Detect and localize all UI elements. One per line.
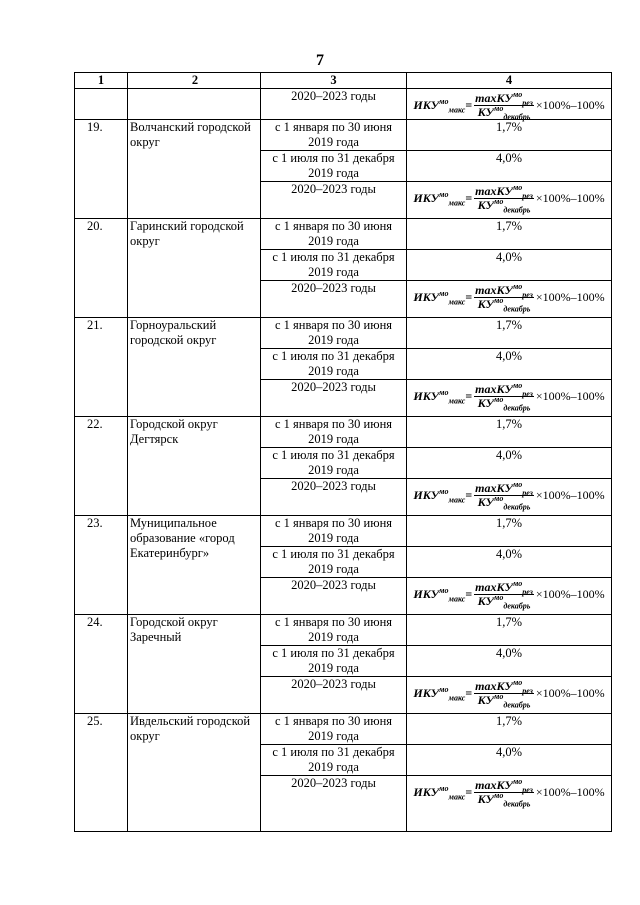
period-cell: 2020–2023 годы	[261, 776, 407, 832]
period-cell: 2020–2023 годы	[261, 281, 407, 318]
municipality-cell: Волчанский городской округ	[128, 120, 261, 219]
index-formula-cell	[407, 89, 612, 120]
formula-lhs: $ИКУ^{мо}_{макс}$	[413, 685, 466, 703]
index-value-cell: 1,7%	[407, 615, 612, 646]
row-number-cell: 20.	[75, 219, 128, 318]
header-col-3: 3	[261, 73, 407, 89]
formula-lhs: $ИКУ^{мо}_{макс}$	[413, 586, 466, 604]
index-formula: $ИКУ^{мо}_{макс}$ = $\frac{\max КУ^{мо}_{рез}}{КУ^{мо}_{декабрь}}$ ×100%–100%	[413, 90, 605, 122]
index-formula: $ИКУ^{мо}_{макс}$ = $\frac{\max КУ^{мо}_{рез}}{КУ^{мо}_{декабрь}}$ ×100%–100%	[413, 579, 605, 611]
period-cell: с 1 июля по 31 декабря 2019 года	[261, 349, 407, 380]
row-number-cell: 23.	[75, 516, 128, 615]
index-value-cell: 4,0%	[407, 250, 612, 281]
index-formula: $ИКУ^{мо}_{макс}$ = $\frac{\max КУ^{мо}_{рез}}{КУ^{мо}_{декабрь}}$ ×100%–100%	[413, 777, 605, 809]
index-value-cell: 4,0%	[407, 151, 612, 182]
period-cell: с 1 июля по 31 декабря 2019 года	[261, 646, 407, 677]
municipality-cell: Муниципальное образование «город Екатеринбург»	[128, 516, 261, 615]
row-number-cell: 25.	[75, 714, 128, 832]
table-row	[75, 615, 612, 646]
period-cell: с 1 января по 30 июня 2019 года	[261, 516, 407, 547]
index-formula: $ИКУ^{мо}_{макс}$ = $\frac{\max КУ^{мо}_{рез}}{КУ^{мо}_{декабрь}}$ ×100%–100%	[413, 183, 605, 215]
index-value-cell: 4,0%	[407, 547, 612, 578]
period-cell: 2020–2023 годы	[261, 89, 407, 120]
header-col-4: 4	[407, 73, 612, 89]
index-value-cell: 4,0%	[407, 745, 612, 776]
formula-lhs: $ИКУ^{мо}_{макс}$	[413, 289, 466, 307]
table-header-row	[75, 73, 612, 89]
header-col-2: 2	[128, 73, 261, 89]
table-row	[75, 417, 612, 448]
table-row	[75, 714, 612, 745]
page-number: 7	[316, 52, 324, 69]
row-number-cell: 19.	[75, 120, 128, 219]
formula-fraction: $\frac{\max КУ^{мо}_{рез}}{КУ^{мо}_{декабрь}}$	[475, 282, 533, 314]
formula-lhs: $ИКУ^{мо}_{макс}$	[413, 97, 466, 115]
tariff-table	[74, 72, 612, 832]
row-number-cell: 21.	[75, 318, 128, 417]
index-value-cell: 1,7%	[407, 120, 612, 151]
table-row	[75, 219, 612, 250]
index-value-cell: 4,0%	[407, 646, 612, 677]
period-cell: с 1 июля по 31 декабря 2019 года	[261, 448, 407, 479]
index-value-cell: 4,0%	[407, 349, 612, 380]
header-col-1: 1	[75, 73, 128, 89]
formula-fraction: $\frac{\max КУ^{мо}_{рез}}{КУ^{мо}_{декабрь}}$	[475, 777, 533, 809]
index-formula-cell	[407, 776, 612, 832]
period-cell: с 1 января по 30 июня 2019 года	[261, 120, 407, 151]
period-cell: с 1 июля по 31 декабря 2019 года	[261, 547, 407, 578]
municipality-cell: Горноуральский городской округ	[128, 318, 261, 417]
period-cell: с 1 января по 30 июня 2019 года	[261, 318, 407, 349]
formula-fraction: $\frac{\max КУ^{мо}_{рез}}{КУ^{мо}_{декабрь}}$	[475, 678, 533, 710]
index-value-cell: 4,0%	[407, 448, 612, 479]
period-cell: 2020–2023 годы	[261, 479, 407, 516]
period-cell: 2020–2023 годы	[261, 182, 407, 219]
formula-lhs: $ИКУ^{мо}_{макс}$	[413, 388, 466, 406]
row-number-cell	[75, 89, 128, 120]
index-formula: $ИКУ^{мо}_{макс}$ = $\frac{\max КУ^{мо}_{рез}}{КУ^{мо}_{декабрь}}$ ×100%–100%	[413, 381, 605, 413]
period-cell: с 1 января по 30 июня 2019 года	[261, 615, 407, 646]
index-formula-cell	[407, 182, 612, 219]
table-row	[75, 516, 612, 547]
index-formula: $ИКУ^{мо}_{макс}$ = $\frac{\max КУ^{мо}_{рез}}{КУ^{мо}_{декабрь}}$ ×100%–100%	[413, 480, 605, 512]
formula-fraction: $\frac{\max КУ^{мо}_{рез}}{КУ^{мо}_{декабрь}}$	[475, 579, 533, 611]
formula-fraction: $\frac{\max КУ^{мо}_{рез}}{КУ^{мо}_{декабрь}}$	[475, 90, 533, 122]
index-formula: $ИКУ^{мо}_{макс}$ = $\frac{\max КУ^{мо}_{рез}}{КУ^{мо}_{декабрь}}$ ×100%–100%	[413, 282, 605, 314]
period-cell: с 1 июля по 31 декабря 2019 года	[261, 151, 407, 182]
index-formula-cell	[407, 677, 612, 714]
index-value-cell: 1,7%	[407, 516, 612, 547]
formula-fraction: $\frac{\max КУ^{мо}_{рез}}{КУ^{мо}_{декабрь}}$	[475, 480, 533, 512]
municipality-cell: Городской округ Заречный	[128, 615, 261, 714]
period-cell: 2020–2023 годы	[261, 380, 407, 417]
index-value-cell: 1,7%	[407, 417, 612, 448]
period-cell: с 1 июля по 31 декабря 2019 года	[261, 250, 407, 281]
table-row	[75, 89, 612, 120]
row-number-cell: 24.	[75, 615, 128, 714]
index-value-cell: 1,7%	[407, 219, 612, 250]
municipality-cell: Городской округ Дегтярск	[128, 417, 261, 516]
index-formula-cell	[407, 479, 612, 516]
municipality-cell: Гаринский городской округ	[128, 219, 261, 318]
index-value-cell: 1,7%	[407, 714, 612, 745]
index-formula-cell	[407, 281, 612, 318]
table-row	[75, 318, 612, 349]
period-cell: с 1 июля по 31 декабря 2019 года	[261, 745, 407, 776]
period-cell: с 1 января по 30 июня 2019 года	[261, 714, 407, 745]
table-row	[75, 120, 612, 151]
period-cell: с 1 января по 30 июня 2019 года	[261, 219, 407, 250]
index-value-cell: 1,7%	[407, 318, 612, 349]
municipality-cell	[128, 89, 261, 120]
period-cell: с 1 января по 30 июня 2019 года	[261, 417, 407, 448]
period-cell: 2020–2023 годы	[261, 677, 407, 714]
row-number-cell: 22.	[75, 417, 128, 516]
formula-lhs: $ИКУ^{мо}_{макс}$	[413, 487, 466, 505]
index-formula: $ИКУ^{мо}_{макс}$ = $\frac{\max КУ^{мо}_{рез}}{КУ^{мо}_{декабрь}}$ ×100%–100%	[413, 678, 605, 710]
period-cell: 2020–2023 годы	[261, 578, 407, 615]
formula-lhs: $ИКУ^{мо}_{макс}$	[413, 190, 466, 208]
formula-lhs: $ИКУ^{мо}_{макс}$	[413, 784, 466, 802]
municipality-cell: Ивдельский городской округ	[128, 714, 261, 832]
index-formula-cell	[407, 380, 612, 417]
formula-fraction: $\frac{\max КУ^{мо}_{рез}}{КУ^{мо}_{декабрь}}$	[475, 183, 533, 215]
formula-fraction: $\frac{\max КУ^{мо}_{рез}}{КУ^{мо}_{декабрь}}$	[475, 381, 533, 413]
index-formula-cell	[407, 578, 612, 615]
